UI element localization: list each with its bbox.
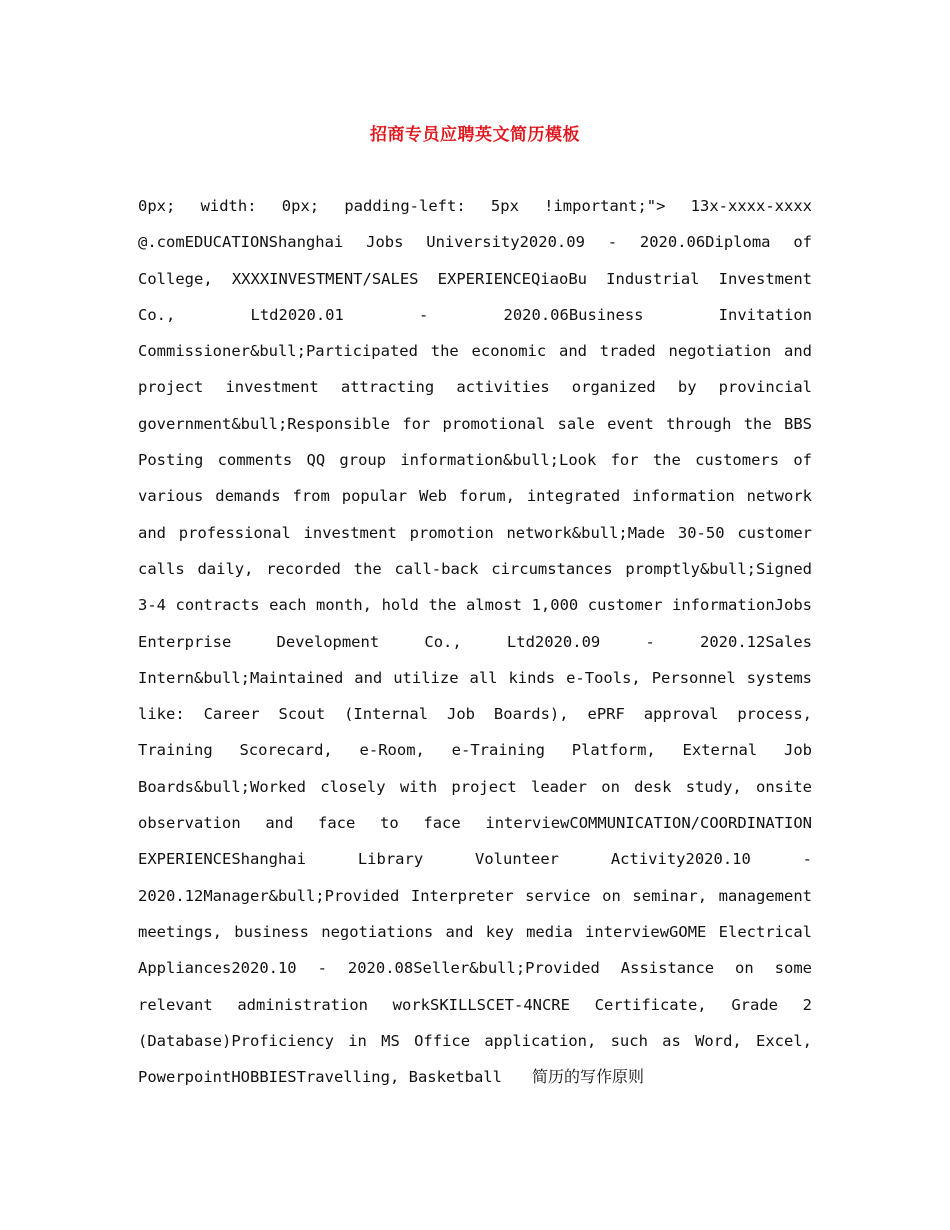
document-body	[138, 188, 812, 1095]
document-title: 招商专员应聘英文简历模板	[370, 125, 580, 145]
resume-text: 0px; width: 0px; padding-left: 5px !important;"> 13x-xxxx-xxxx @.comEDUCATIONShanghai Jobs University2020.09 - 2020.06Diploma of College, XXXXINVESTMENT/SALES EXPERIENCEQiaoBu Industrial Investment Co., Ltd2020.01 - 2020.06Business Invitation Commissioner&bull;Participated the economic and traded negotiation and project investment attracting activities organized by provincial government&bull;Responsible for promotional sale event through the BBS Posting comments QQ group information&bull;Look for the customers of various demands from popular Web forum, integrated information network and professional investment promotion network&bull;Made 30-50 customer calls daily, recorded the call-back circumstances promptly&bull;Signed 3-4 contracts each month, hold the almost 1,000 customer informationJobs Enterprise Development Co., Ltd2020.09 - 2020.12Sales Intern&bull;Maintained and utilize all kinds e-Tools, Personnel systems like: Career Scout (Internal Job Boards), ePRF approval process, Training Scorecard, e-Room, e-Training Platform, External Job Boards&bull;Worked closely with project leader on desk study, onsite observation and face to face interviewCOMMUNICATION/COORDINATION EXPERIENCEShanghai Library Volunteer Activity2020.10 - 2020.12Manager&bull;Provided Interpreter service on seminar, management meetings, business negotiations and key media interviewGOME Electrical Appliances2020.10 - 2020.08Seller&bull;Provided Assistance on some relevant administration workSKILLSCET-4NCRE Certificate, Grade 2 (Database)Proficiency in MS Office application, such as Word, Excel, PowerpointHOBBIESTravelling, Basketball	[138, 197, 812, 1087]
section-heading-tail: 简历的写作原则	[531, 1067, 644, 1087]
